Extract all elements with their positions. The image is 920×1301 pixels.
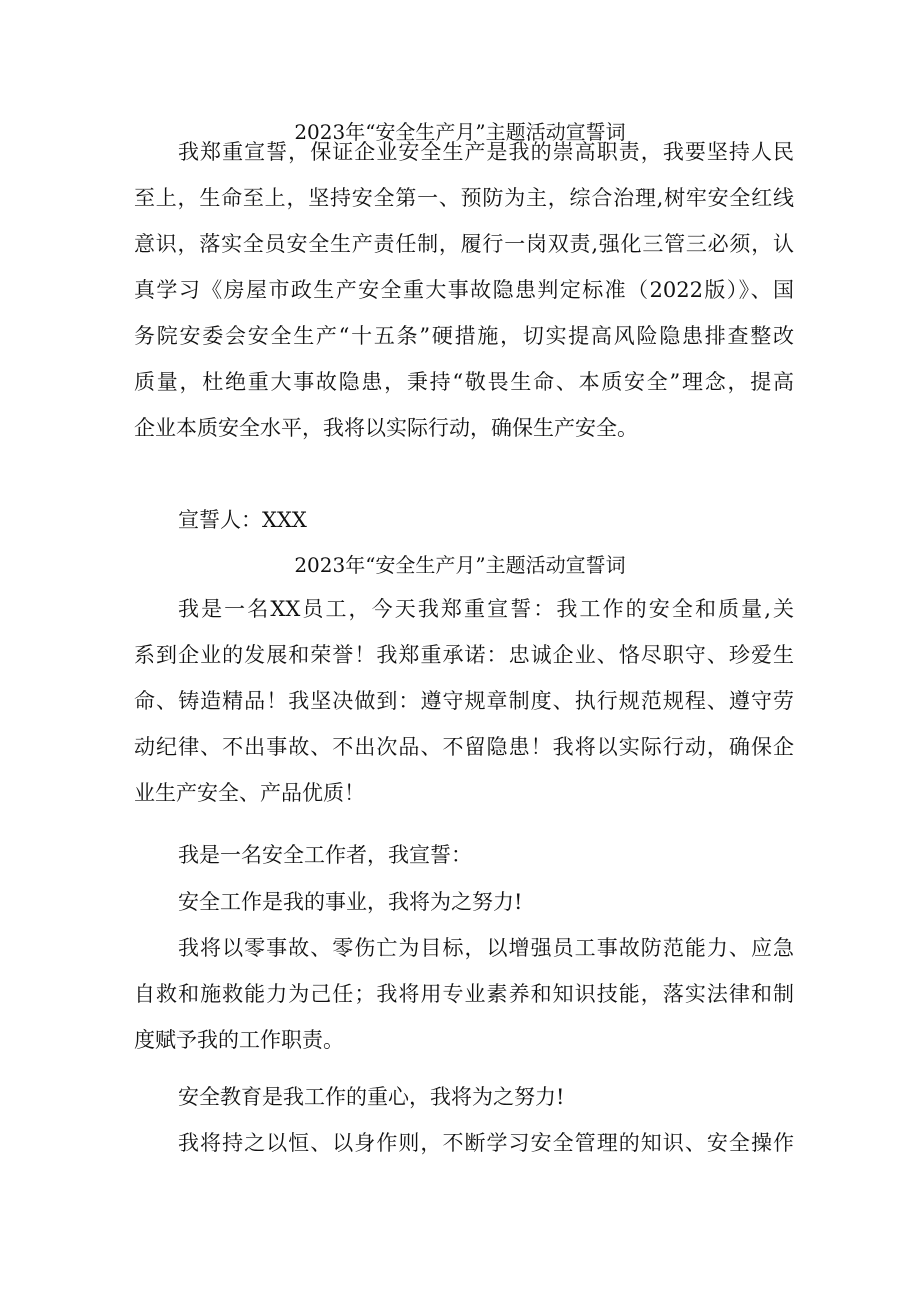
text-line: 我将以零事故、零伤亡为目标，以增强员工事故防范能力、应急 [178, 936, 794, 960]
section2-paragraph-2 [134, 832, 794, 878]
text-line: 自救和施救能力为己任；我将用专业素养和知识技能，落实法律和制 [134, 982, 794, 1006]
text-line: 企业本质安全水平，我将以实际行动，确保生产安全。 [134, 416, 638, 440]
section1-paragraph [134, 129, 794, 451]
text-line: 真学习《房屋市政生产安全重大事故隐患判定标准（2022版）》、国 [134, 278, 794, 302]
section2-paragraph-1 [134, 586, 794, 816]
text-line: 动纪律、不出事故、不出次品、不留隐患！我将以实际行动，确保企 [134, 735, 794, 759]
text-line: 安全工作是我的事业，我将为之努力! [178, 890, 523, 914]
text-line: 我郑重宣誓，保证企业安全生产是我的崇高职责，我要坚持人民 [178, 140, 794, 164]
section2-title: 2023年“安全生产月”主题活动宣誓词 [294, 553, 626, 577]
text-line: 我是一名安全工作者，我宣誓： [178, 843, 472, 867]
text-line: 务院安委会安全生产“十五条”硬措施，切实提高风险隐患排查整改 [134, 324, 794, 348]
text-line: 安全教育是我工作的重心，我将为之努力! [178, 1085, 565, 1109]
signatory-text: 宣誓人：XXX [178, 508, 307, 532]
section2-paragraph-5 [134, 1074, 794, 1120]
text-line: 我将持之以恒、以身作则，不断学习安全管理的知识、安全操作 [178, 1131, 794, 1155]
text-line: 业生产安全、产品优质！ [134, 781, 365, 805]
signatory-line [134, 497, 794, 543]
section2-paragraph-3 [134, 879, 794, 925]
text-line: 度赋予我的工作职责。 [134, 1028, 344, 1052]
section2-paragraph-6 [134, 1120, 794, 1166]
text-line: 意识，落实全员安全生产责任制，履行一岗双责,强化三管三必须，认 [134, 232, 794, 256]
text-line: 系到企业的发展和荣誉！我郑重承诺：忠诚企业、恪尽职守、珍爱生 [134, 643, 794, 667]
text-line: 我是一名XX员工，今天我郑重宣誓：我工作的安全和质量,关 [178, 597, 794, 621]
section2-paragraph-4 [134, 925, 794, 1063]
text-line: 质量，杜绝重大事故隐患，秉持“敬畏生命、本质安全”理念，提高 [134, 370, 794, 394]
text-line: 至上，生命至上，坚持安全第一、预防为主，综合治理,树牢安全红线 [134, 186, 794, 210]
section1-title: 2023年“安全生产月”主题活动宣誓词 [294, 120, 626, 144]
text-line: 命、铸造精品！我坚决做到：遵守规章制度、执行规范规程、遵守劳 [134, 689, 794, 713]
